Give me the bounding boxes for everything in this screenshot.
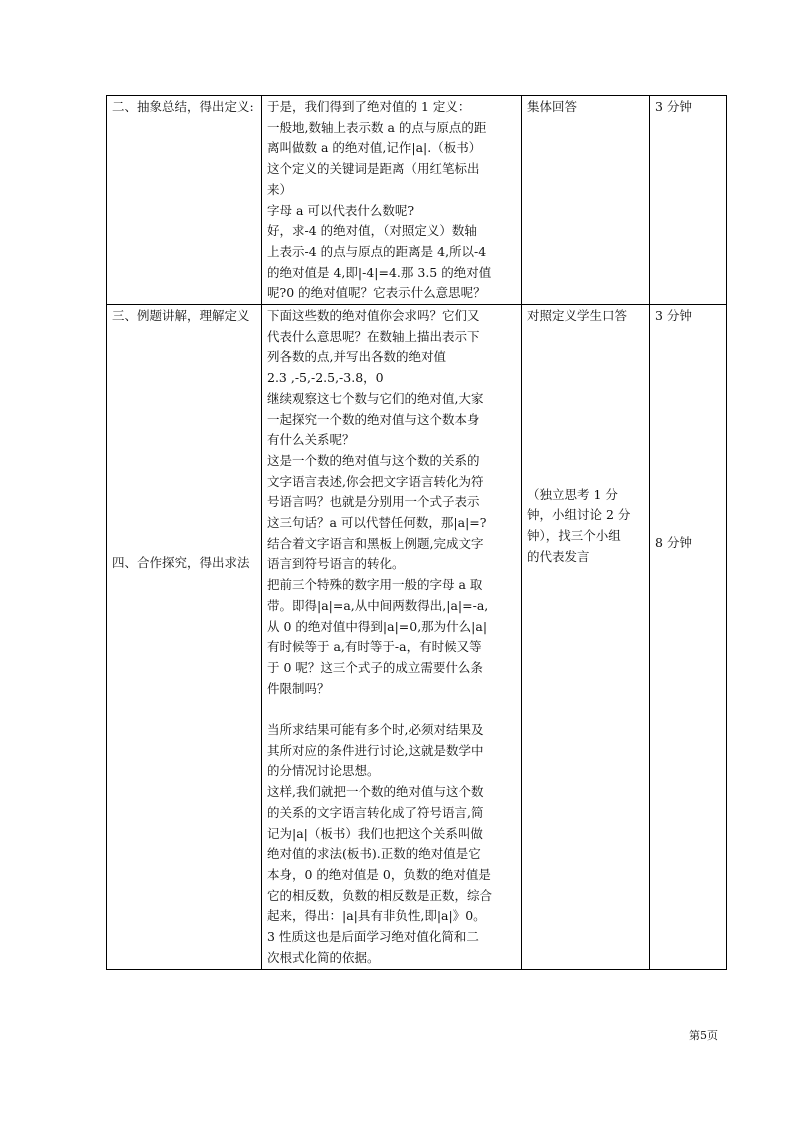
content-line: 带。即得|a|=a,从中间两数得出,|a|=-a,: [267, 597, 489, 613]
content-line: 这是一个数的绝对值与这个数的关系的: [267, 452, 480, 468]
time-text-secondary: 8 分钟: [655, 534, 692, 550]
activity-line: （独立思考 1 分: [527, 486, 618, 502]
content-line: 2.3 ,-5,-2.5,-3.8，0: [267, 370, 384, 386]
content-line: 一起探究一个数的绝对值与这个数本身: [267, 411, 480, 427]
content-line: 把前三个特殊的数字用一般的字母 a 取: [267, 577, 483, 593]
table-row: [107, 96, 727, 305]
content-line: 一般地,数轴上表示数 a 的点与原点的距: [267, 119, 487, 135]
content-line: 下面这些数的绝对值你会求吗？它们又: [267, 308, 480, 324]
stage-title: 二、抽象总结，得出定义:: [112, 99, 254, 114]
page-number: 第5页: [689, 1029, 718, 1042]
content-line: 于是，我们得到了绝对值的 1 定义：: [267, 99, 471, 114]
content-line: 本身，0 的绝对值是 0，负数的绝对值是: [267, 867, 491, 882]
time-text: 3 分钟: [655, 99, 692, 114]
lesson-plan-table: [106, 95, 727, 970]
stage-title: 三、例题讲解，理解定义: [112, 308, 250, 324]
content-line: 字母 a 可以代表什么数呢?: [267, 202, 415, 218]
content-line: 号语言吗？也就是分别用一个式子表示: [267, 494, 480, 510]
content-line: 呢?0 的绝对值呢？它表示什么意思呢？: [267, 285, 486, 301]
content-line: 文字语言表述,你会把文字语言转化为符: [267, 473, 484, 489]
time-cell: [650, 305, 727, 969]
content-line: 当所求结果可能有多个时,必须对结果及: [267, 722, 484, 738]
content-line: 其所对应的条件进行讨论,这就是数学中: [267, 742, 484, 758]
time-cell: [650, 96, 727, 305]
content-line: 的绝对值是 4,即|-4|=4.那 3.5 的绝对值: [267, 264, 492, 280]
content-line: 的关系的文字语言转化成了符号语言,简: [267, 804, 484, 820]
activity-cell: [522, 96, 650, 305]
content-line: 3 性质这也是后面学习绝对值化简和二: [267, 929, 479, 945]
content-line: 上表示-4 的点与原点的距离是 4,所以-4: [267, 243, 487, 259]
content-line: 这三句话？a 可以代替任何数，那|a|=?: [267, 515, 487, 531]
activity-line: 钟，小组讨论 2 分: [527, 507, 631, 523]
content-line: 列各数的点,并写出各数的绝对值: [267, 349, 446, 365]
content-line: 有时候等于 a,有时等于-a，有时候又等: [267, 639, 482, 655]
content-line: 这个定义的关键词是距离（用红笔标出: [267, 161, 480, 177]
content-line: 离叫做数 a 的绝对值,记作|a|.（板书）: [267, 140, 482, 156]
stage-cell: [107, 96, 262, 305]
activity-line: 的代表发言: [527, 548, 590, 564]
content-line: 有什么关系呢？: [267, 432, 355, 448]
content-line: 件限制吗？: [267, 680, 330, 696]
content-line: 它的相反数，负数的相反数是正数，综合: [267, 887, 493, 903]
content-line: 次根式化简的依据。: [267, 949, 380, 965]
content-line: 这样,我们就把一个数的绝对值与这个数: [267, 784, 484, 800]
content-line: 来）: [267, 181, 293, 197]
activity-line: 钟），找三个小组: [527, 528, 621, 544]
time-text: 3 分钟: [655, 308, 692, 324]
content-line: 继续观察这七个数与它们的绝对值,大家: [267, 390, 484, 406]
activity-secondary: [527, 485, 644, 568]
content-line: 好，求-4 的绝对值，（对照定义）数轴: [267, 223, 477, 239]
stage-cell: [107, 305, 262, 969]
content-line: 结合着文字语言和黑板上例题,完成文字: [267, 535, 484, 551]
content-line: 的分情况讨论思想。: [267, 763, 380, 779]
activity-text: 对照定义学生口答: [527, 308, 628, 324]
table-row: [107, 305, 727, 969]
content-line: 绝对值的求法(板书).正数的绝对值是它: [267, 846, 481, 862]
content-cell: [262, 96, 522, 305]
content-line: 起来，得出：|a|具有非负性,即|a|》0。: [267, 908, 486, 924]
content-cell: [262, 305, 522, 969]
content-line: 代表什么意思呢？在数轴上描出表示下: [267, 328, 480, 344]
activity-cell: [522, 305, 650, 969]
content-line: 于 0 呢？这三个式子的成立需要什么条: [267, 659, 483, 675]
activity-text: 集体回答: [527, 99, 578, 114]
content-line: 语言到符号语言的转化。: [267, 556, 405, 572]
content-line: 从 0 的绝对值中得到|a|=0,那为什么|a|: [267, 618, 488, 634]
content-line: [267, 699, 516, 720]
content-line: 记为|a|（板书）我们也把这个关系叫做: [267, 825, 483, 841]
stage-title-secondary: 四、合作探究，得出求法: [112, 554, 250, 570]
